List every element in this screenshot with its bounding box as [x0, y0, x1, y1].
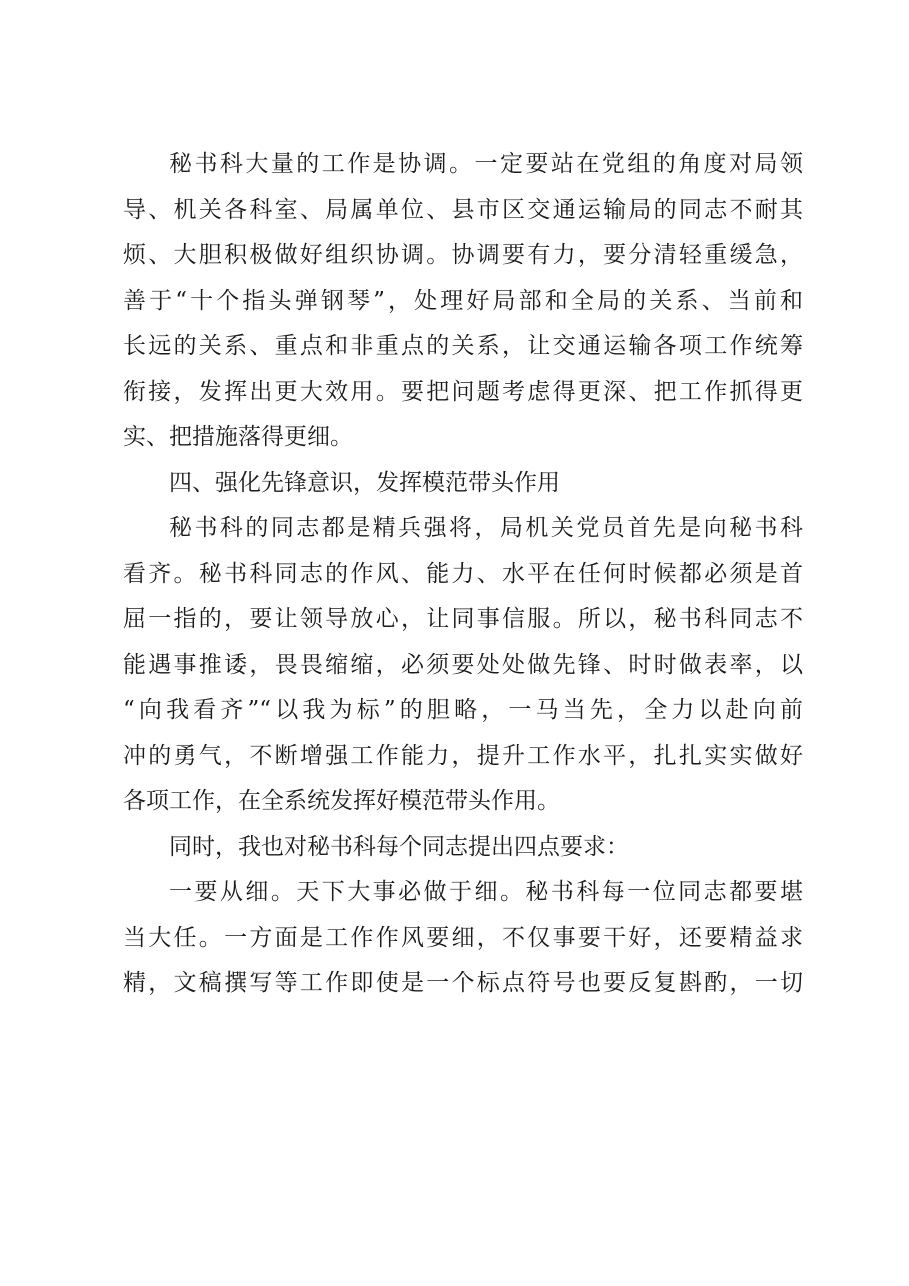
text-line: 屈一指的，要让领导放心，让同事信服。所以，秘书科同志不 [123, 606, 803, 632]
text-line: 烦、大胆积极做好组织协调。协调要有力，要分清轻重缓急， [123, 242, 803, 268]
text-line: 衔接，发挥出更大效用。要把问题考虑得更深、把工作抓得更 [123, 378, 803, 405]
paragraph-requirements-intro [123, 825, 803, 871]
text-line: 秘书科大量的工作是协调。一定要站在党组的角度对局领 [169, 151, 803, 177]
text-line: 当大任。一方面是工作作风要细，不仅事要干好，还要精益求 [123, 924, 803, 951]
paragraph-pioneer [123, 506, 803, 825]
text-line: 导、机关各科室、局属单位、县市区交通运输局的同志不耐其 [123, 196, 803, 223]
text-line: 善于“十个指头弹钢琴”，处理好局部和全局的关系、当前和 [123, 287, 803, 314]
text-line: 同时，我也对秘书科每个同志提出四点要求： [169, 833, 629, 860]
text-line: 冲的勇气，不断增强工作能力，提升工作水平，扎扎实实做好 [123, 742, 803, 769]
text-line: 看齐。秘书科同志的作风、能力、水平在任何时候都必须是首 [123, 560, 803, 587]
heading-line: 四、强化先锋意识，发挥模范带头作用 [169, 469, 560, 496]
document-body [123, 142, 803, 1007]
text-line: “向我看齐”“以我为标”的胆略，一马当先，全力以赴向前 [123, 697, 803, 723]
text-line: 各项工作，在全系统发挥好模范带头作用。 [123, 788, 560, 814]
text-line: 一要从细。天下大事必做于细。秘书科每一位同志都要堪 [169, 879, 803, 905]
text-line: 精，文稿撰写等工作即使是一个标点符号也要反复斟酌，一切 [123, 970, 803, 996]
text-line: 实、把措施落得更细。 [123, 424, 353, 450]
paragraph-detail [123, 870, 803, 1007]
text-line: 长远的关系、重点和非重点的关系，让交通运输各项工作统筹 [123, 333, 803, 359]
text-line: 秘书科的同志都是精兵强将，局机关党员首先是向秘书科 [169, 515, 803, 541]
paragraph-coordination [123, 142, 803, 461]
text-line: 能遇事推诿，畏畏缩缩，必须要处处做先锋、时时做表率，以 [123, 651, 803, 678]
section-heading [123, 461, 803, 507]
